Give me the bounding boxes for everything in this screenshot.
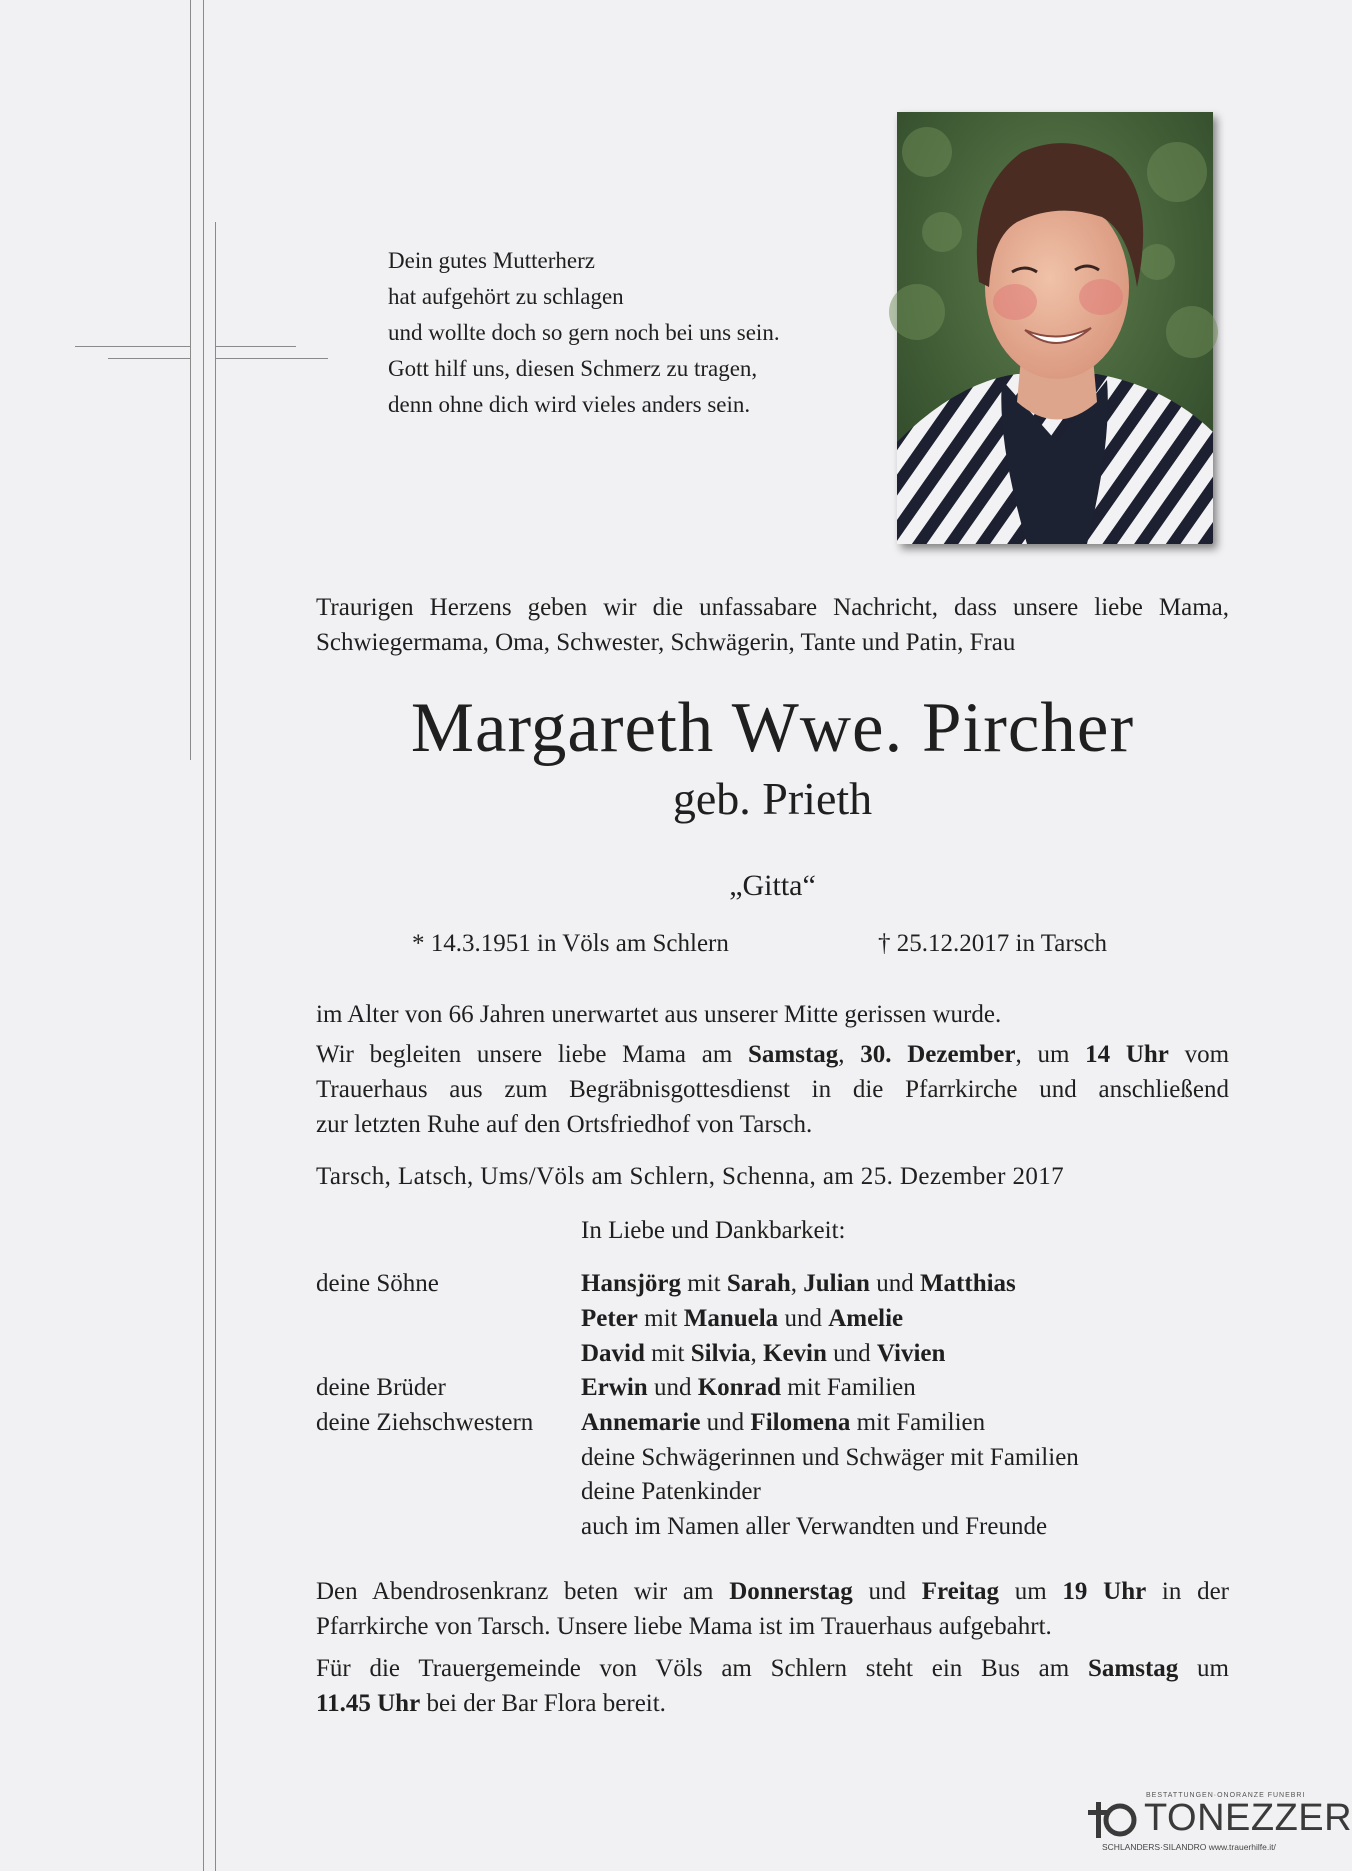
cross-arm-upper-right xyxy=(215,346,296,347)
text: mit xyxy=(681,1270,727,1297)
text: und xyxy=(647,1374,698,1401)
rosary-line: Pfarrkirche von Tarsch. Unsere liebe Mama ist im Trauerhaus aufgebahrt. xyxy=(316,1613,1052,1640)
bold-text: 19 Uhr xyxy=(1062,1578,1147,1605)
bold-text: Hansjörg xyxy=(581,1270,681,1297)
text: , um xyxy=(1015,1041,1086,1068)
text: und xyxy=(869,1270,920,1297)
bold-text: 30. Dezember xyxy=(860,1041,1016,1068)
relative-line: deine Schwägerinnen und Schwäger mit Familien xyxy=(581,1444,1079,1471)
logo-footer: SCHLANDERS·SILANDRO www.trauerhilfe.it/ xyxy=(1102,1842,1276,1852)
bus-line xyxy=(316,1651,1229,1686)
bold-text: Sarah xyxy=(726,1270,791,1297)
bus-line xyxy=(316,1686,1229,1721)
text: Für die Trauergemeinde von Völs am Schlern steht ein Bus am xyxy=(316,1655,1088,1682)
cross-arm-lower-left xyxy=(108,358,190,359)
relative-line xyxy=(581,1405,985,1440)
poem-line: Gott hilf uns, diesen Schmerz zu tragen, xyxy=(388,356,758,381)
text: , xyxy=(838,1041,861,1068)
bold-text: Julian xyxy=(803,1270,870,1297)
logo-name: TONEZZER xyxy=(1144,1797,1352,1839)
cross-vertical-line-left xyxy=(190,0,191,760)
poem-line: und wollte doch so gern noch bei uns sein. xyxy=(388,320,780,345)
bold-text: Silvia xyxy=(690,1340,751,1367)
rosary-line xyxy=(316,1574,1229,1609)
text: und xyxy=(778,1305,829,1332)
bold-text: Samstag xyxy=(1087,1655,1179,1682)
bold-text: Peter xyxy=(581,1305,638,1332)
funeral-home-logo xyxy=(1088,1792,1352,1862)
poem-line: Dein gutes Mutterherz xyxy=(388,248,595,273)
text: Wir begleiten unsere liebe Mama am xyxy=(316,1041,748,1068)
relative-label-fostersisters: deine Ziehschwestern xyxy=(316,1409,534,1436)
cross-logo-icon xyxy=(1088,1798,1144,1842)
poem-line: denn ohne dich wird vieles anders sein. xyxy=(388,392,751,417)
bold-text: Konrad xyxy=(697,1374,782,1401)
intro-paragraph xyxy=(316,590,1229,660)
bold-text: Annemarie xyxy=(581,1409,701,1436)
love-line: In Liebe und Dankbarkeit: xyxy=(581,1217,846,1244)
place-date: Tarsch, Latsch, Ums/Völs am Schlern, Schenna, am 25. Dezember 2017 xyxy=(316,1163,1065,1190)
cross-arm-upper-left xyxy=(75,346,190,347)
text: und xyxy=(852,1578,922,1605)
intro-line: Traurigen Herzens geben wir die unfassabare Nachricht, dass unsere liebe Mama, xyxy=(316,594,1229,621)
bold-text: Freitag xyxy=(921,1578,1000,1605)
funeral-line: zur letzten Ruhe auf den Ortsfriedhof von Tarsch. xyxy=(316,1111,813,1138)
text: mit xyxy=(644,1340,691,1367)
text: , xyxy=(750,1340,763,1367)
bold-text: 11.45 Uhr xyxy=(316,1690,421,1717)
logo-tagline: BESTATTUNGEN·ONORANZE FUNEBRI xyxy=(1146,1792,1306,1799)
relative-line: auch im Namen aller Verwandten und Freunde xyxy=(581,1513,1048,1540)
text: vom xyxy=(1168,1041,1230,1068)
text: um xyxy=(1178,1655,1229,1682)
nickname: „Gitta“ xyxy=(729,869,816,902)
relative-label-brothers: deine Brüder xyxy=(316,1374,446,1401)
text: mit xyxy=(637,1305,684,1332)
bold-text: Filomena xyxy=(750,1409,851,1436)
text: um xyxy=(999,1578,1063,1605)
relative-line xyxy=(581,1370,916,1405)
bold-text: Donnerstag xyxy=(729,1578,853,1605)
text: und xyxy=(700,1409,751,1436)
bold-text: 14 Uhr xyxy=(1085,1041,1169,1068)
text: und xyxy=(826,1340,877,1367)
relative-line xyxy=(581,1336,945,1371)
bus-paragraph xyxy=(316,1651,1229,1721)
poem xyxy=(388,243,780,423)
text: mit Familien xyxy=(850,1409,986,1436)
text: Den Abendrosenkranz beten wir am xyxy=(316,1578,730,1605)
bold-text: Samstag xyxy=(747,1041,839,1068)
bold-text: David xyxy=(581,1340,645,1367)
bold-text: Vivien xyxy=(876,1340,946,1367)
cross-vertical-line-right xyxy=(215,222,216,1871)
birth-date: * 14.3.1951 in Völs am Schlern xyxy=(412,930,729,957)
frame-vertical-line xyxy=(203,0,204,1871)
cross-arm-lower-right xyxy=(215,358,328,359)
bold-text: Kevin xyxy=(763,1340,827,1367)
relative-line xyxy=(581,1301,903,1336)
deceased-name: Margareth Wwe. Pircher xyxy=(410,689,1135,767)
bold-text: Manuela xyxy=(683,1305,779,1332)
text: bei der Bar Flora bereit. xyxy=(420,1690,666,1717)
text: , xyxy=(790,1270,804,1297)
birth-name: geb. Prieth xyxy=(672,773,873,824)
portrait-photo xyxy=(897,112,1213,544)
rosary-paragraph xyxy=(316,1574,1229,1644)
bold-text: Matthias xyxy=(919,1270,1016,1297)
text: in der xyxy=(1146,1578,1230,1605)
relative-line xyxy=(581,1266,1016,1301)
funeral-paragraph xyxy=(316,1037,1229,1142)
text: mit Familien xyxy=(781,1374,916,1401)
funeral-line: Trauerhaus aus zum Begräbnisgottesdienst in die Pfarrkirche und anschließend xyxy=(316,1076,1229,1103)
bold-text: Erwin xyxy=(581,1374,648,1401)
funeral-line xyxy=(316,1037,1229,1072)
relative-label-sons: deine Söhne xyxy=(316,1270,439,1297)
age-line: im Alter von 66 Jahren unerwartet aus unserer Mitte gerissen wurde. xyxy=(316,1001,1002,1028)
intro-line: Schwiegermama, Oma, Schwester, Schwägerin, Tante und Patin, Frau xyxy=(316,629,1016,656)
death-date: † 25.12.2017 in Tarsch xyxy=(878,930,1108,957)
bold-text: Amelie xyxy=(828,1305,904,1332)
relative-line: deine Patenkinder xyxy=(581,1478,761,1505)
poem-line: hat aufgehört zu schlagen xyxy=(388,284,624,309)
